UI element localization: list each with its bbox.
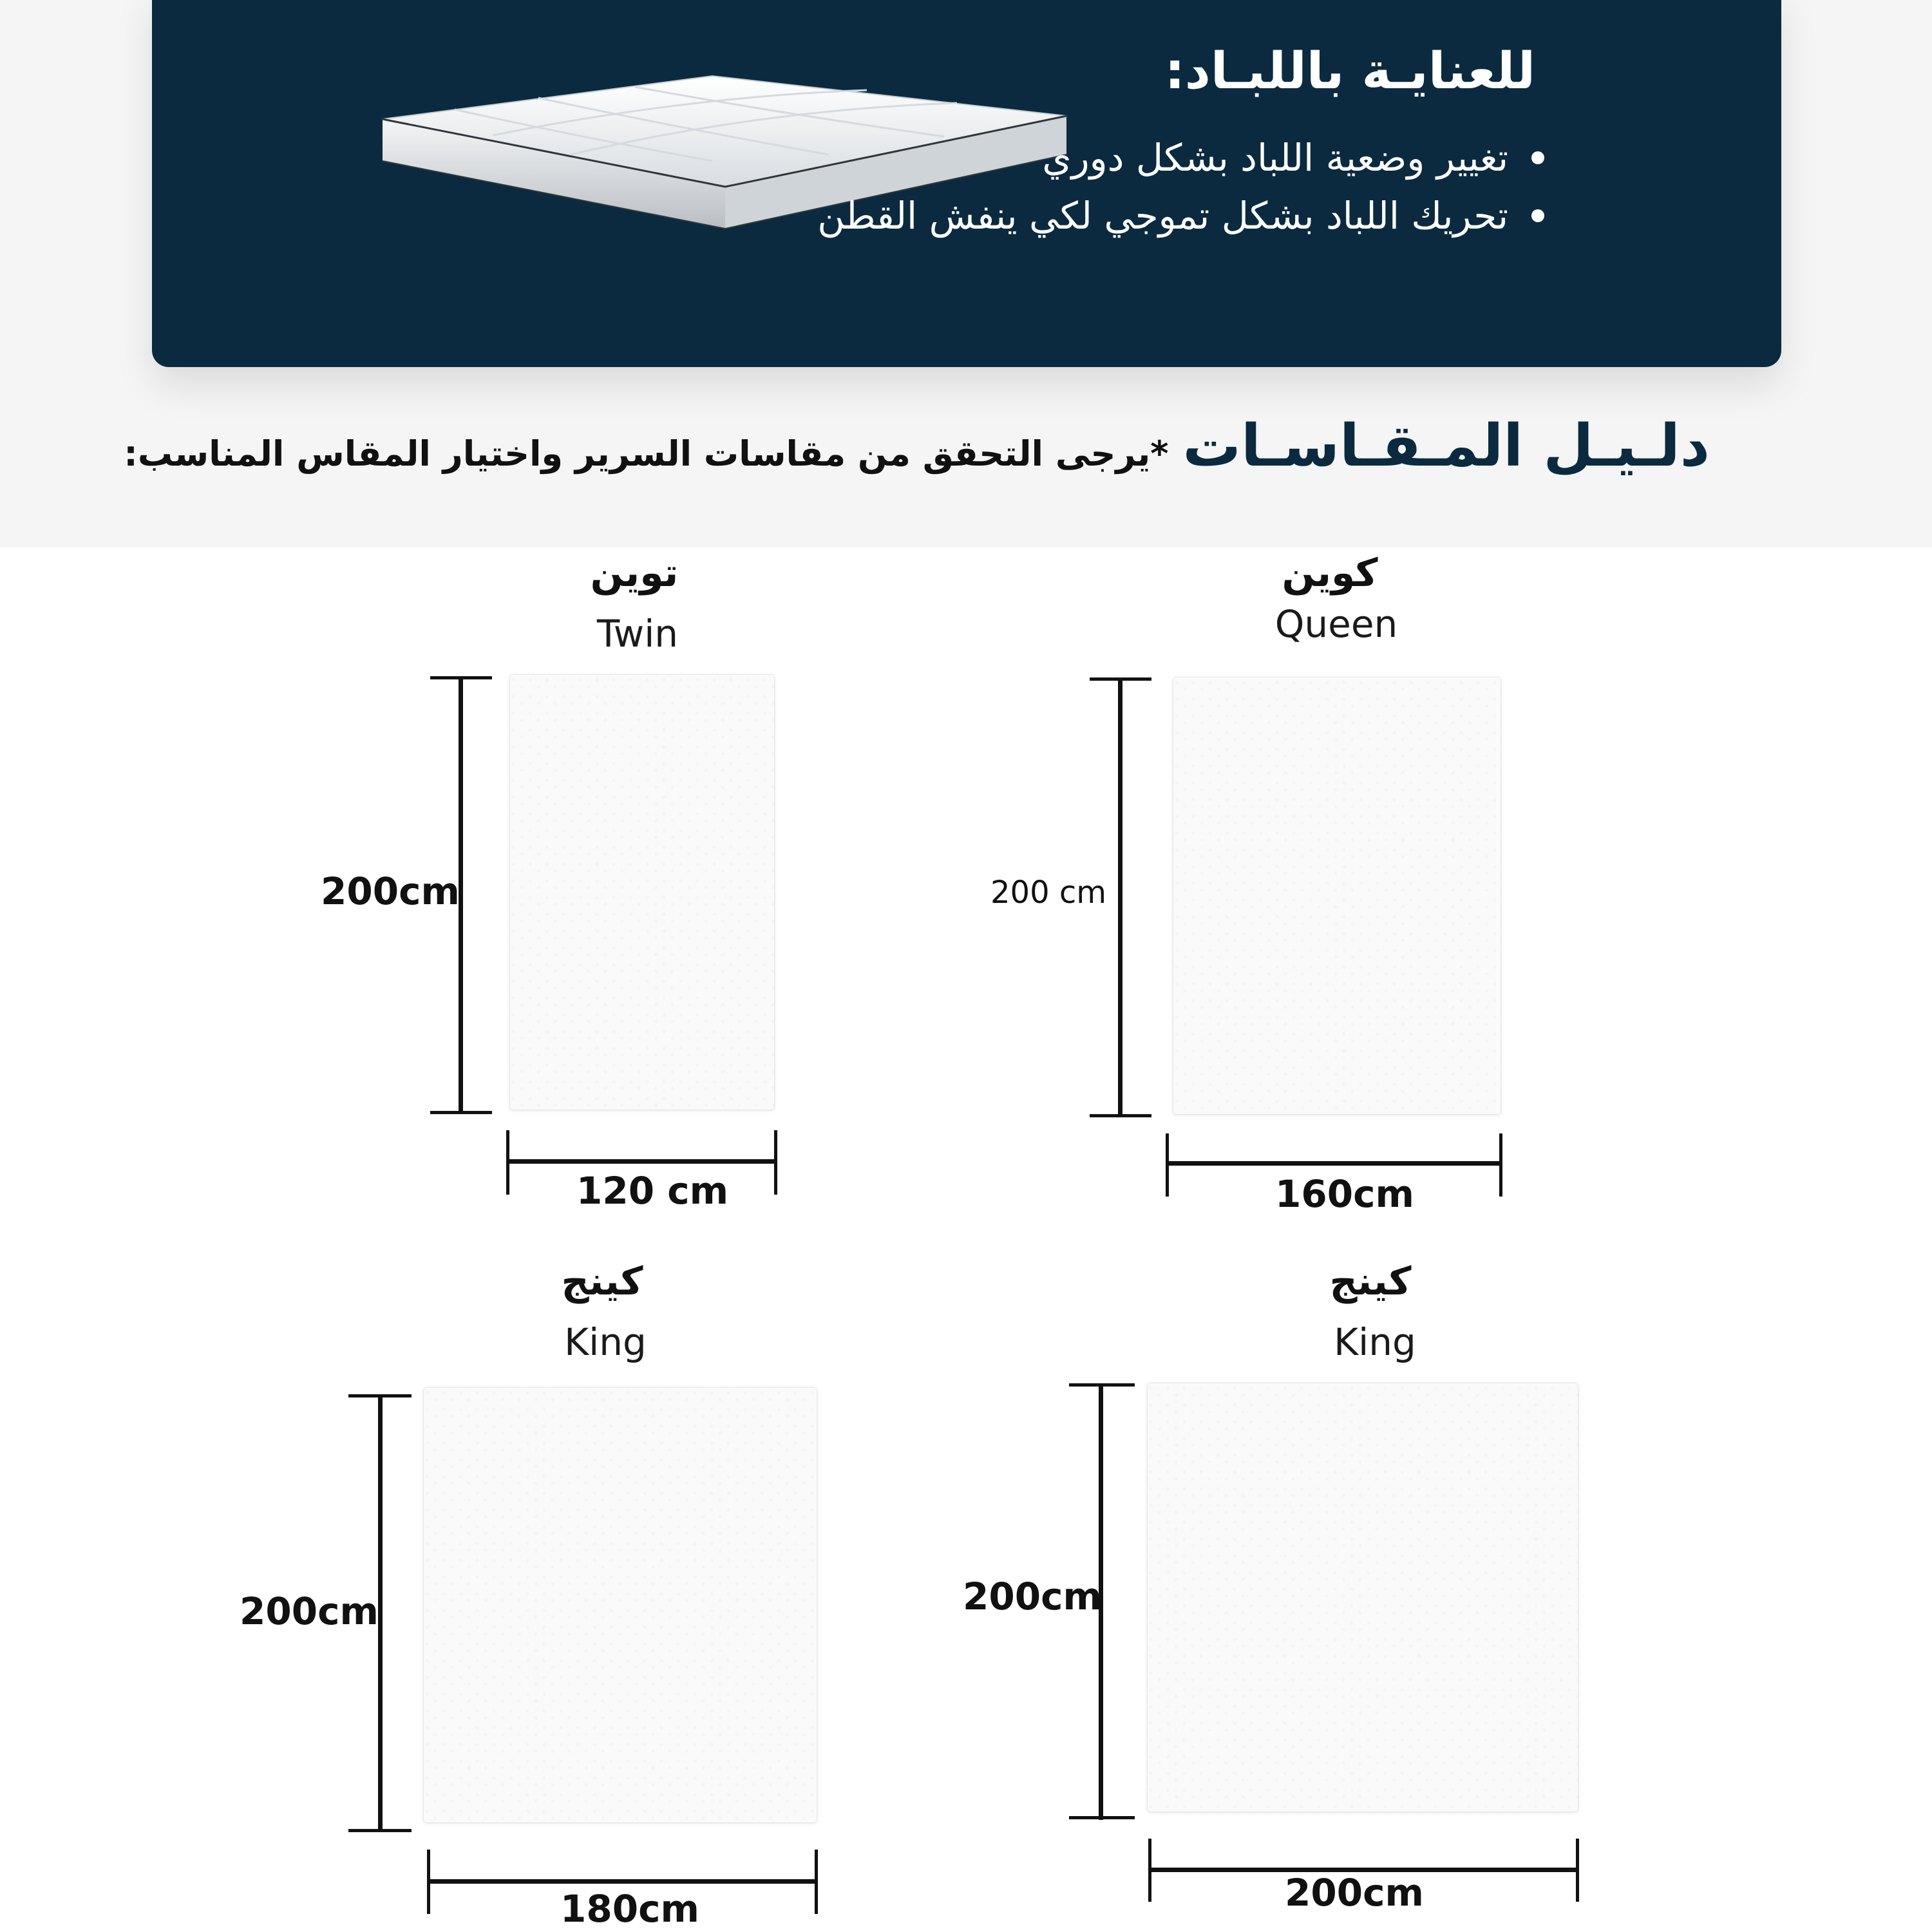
size-name-english: Twin [596,612,679,656]
width-label: 200cm [1285,1871,1424,1915]
care-tip-text: تحريك اللباد بشكل تموجي لكي ينفش القطن [817,194,1508,238]
care-tip [817,187,1544,245]
care-tips-list [817,129,1544,245]
dimension-cap [815,1850,818,1914]
width-dimension-line [1167,1161,1502,1166]
dimension-cap [506,1130,509,1195]
height-dimension-line [378,1394,383,1832]
dimension-cap [1499,1133,1502,1197]
mattress-diagram [424,1388,817,1823]
dimension-cap [1148,1839,1151,1902]
dimension-cap [1090,1114,1151,1117]
size-name-arabic: كوين [1282,551,1378,596]
size-guide-title: دلـيـل المـقـاسـات [1182,412,1710,480]
height-label: 200cm [240,1589,379,1633]
height-label: 200cm [963,1575,1102,1618]
dimension-cap [427,1850,430,1914]
size-guide-note: *يرجى التحقق من مقاسات السرير واختيار المقاس المناسب: [124,433,1169,474]
mattress-diagram [510,675,774,1110]
care-tip [817,129,1544,187]
dimension-cap [1090,677,1151,681]
height-dimension-line [1118,677,1122,1117]
width-dimension-line [428,1879,817,1884]
dimension-cap [348,1394,412,1397]
care-tip-text: تغيير وضعية اللباد بشكل دوري [1042,136,1508,180]
mattress-diagram [1173,677,1501,1114]
size-guide-heading [124,412,1710,480]
size-name-arabic: كينج [561,1259,643,1304]
size-name-english: King [564,1320,647,1364]
bullet-icon [1531,151,1544,164]
dimension-cap [430,1111,492,1114]
width-label: 160cm [1275,1172,1414,1216]
width-label: 180cm [560,1887,699,1931]
size-name-arabic: توين [590,551,679,596]
dimension-cap [774,1130,777,1195]
bullet-icon [1531,209,1544,222]
dimension-cap [1069,1816,1135,1819]
care-banner [152,0,1781,367]
width-dimension-line [507,1159,777,1164]
size-name-english: King [1334,1320,1416,1364]
size-name-arabic: كينج [1329,1259,1412,1304]
care-title: للعنايـة باللبـاد: [1164,43,1535,100]
height-label: 200cm [321,869,460,913]
dimension-cap [430,676,492,679]
dimension-cap [1166,1133,1169,1197]
dimension-cap [348,1829,412,1832]
size-name-english: Queen [1274,602,1398,646]
height-label: 200 cm [990,875,1107,911]
width-label: 120 cm [576,1169,729,1213]
mattress-diagram [1148,1383,1578,1812]
dimension-cap [1576,1839,1579,1902]
dimension-cap [1069,1383,1135,1387]
